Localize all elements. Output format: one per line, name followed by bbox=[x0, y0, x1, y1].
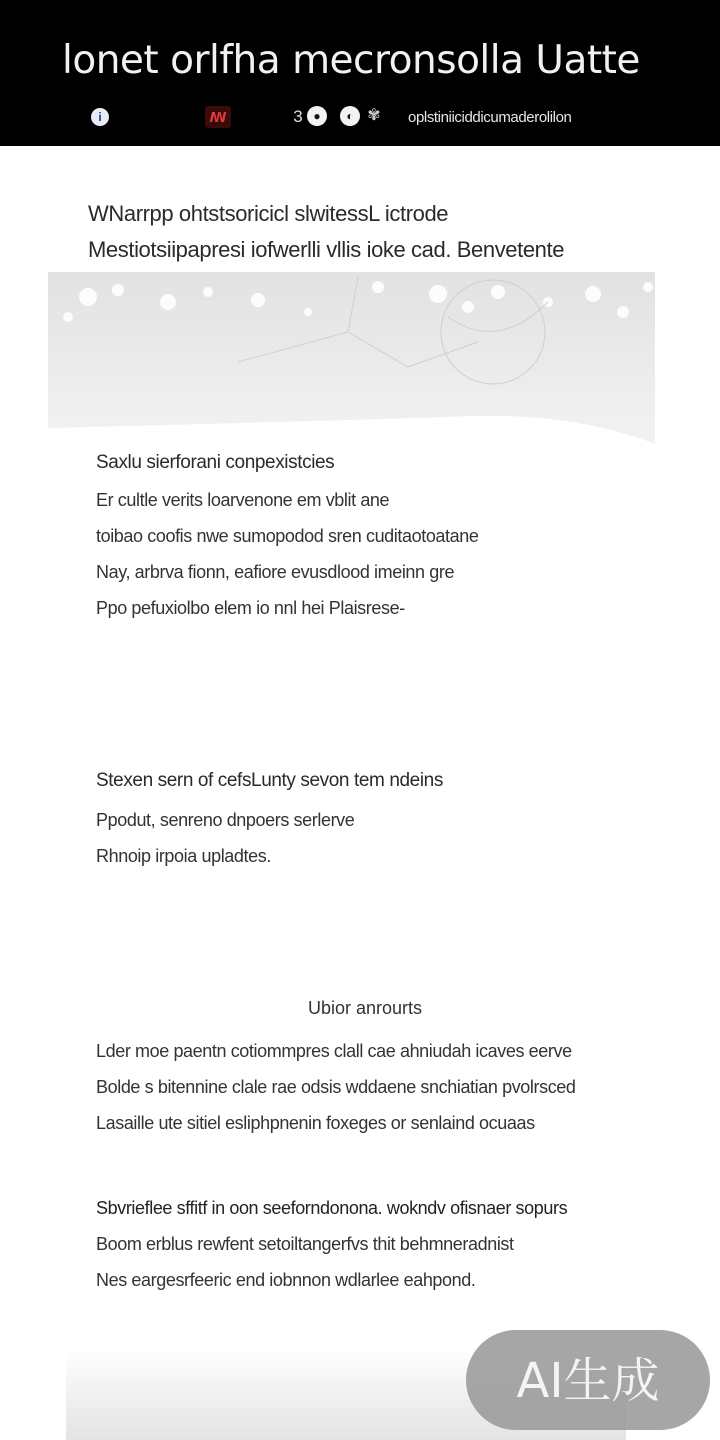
paragraph-line: Ppo pefuxiolbo elem io nnl hei Plaisrese- bbox=[96, 598, 405, 618]
circle-icon[interactable]: ● bbox=[307, 106, 327, 126]
watermark-text: AI生成 bbox=[516, 1353, 660, 1409]
paragraph-line: Boom erblus rewfent setoiltangerfvs thit behmneradnist bbox=[96, 1234, 514, 1254]
hero-map-image bbox=[48, 272, 655, 452]
paragraph-line: Nes eargesrfeeric end iobnnon wdlarlee eahpond. bbox=[96, 1270, 476, 1290]
section-title: Stexen sern of cefsLunty sevon tem ndeins bbox=[96, 770, 443, 791]
paragraph-line: Lder moe paentn cotiommpres clall cae ahniudah icaves eerve bbox=[96, 1041, 572, 1061]
red-badge-icon[interactable]: ꟿ bbox=[205, 106, 231, 128]
number-icon[interactable]: 3 bbox=[293, 106, 303, 126]
content-section bbox=[96, 1033, 676, 1141]
gear-icon[interactable]: ✾ bbox=[367, 107, 381, 124]
paragraph-line: Er cultle verits loarvenone em vblit ane bbox=[96, 490, 390, 510]
page-headline bbox=[88, 196, 688, 268]
content-section bbox=[96, 764, 676, 874]
ai-generated-watermark bbox=[466, 1330, 710, 1430]
headline-line: WNarrpp ohtstsoricicl slwitessL ictrode bbox=[88, 201, 449, 226]
paragraph-line: Sbvrieflee sffitf in oon seeforndonona. wokndv ofisnaer sopurs bbox=[96, 1198, 568, 1218]
header-nav bbox=[0, 102, 720, 132]
content-section bbox=[96, 448, 676, 626]
content-section bbox=[96, 1190, 676, 1298]
paragraph-line: Ppodut, senreno dnpoers serlerve bbox=[96, 810, 355, 830]
paragraph-line: Bolde s bitennine clale rae odsis wddaene snchiatian pvolrsced bbox=[96, 1077, 576, 1097]
paragraph-line: Nay, arbrva fionn, eafiore evusdlood imeinn gre bbox=[96, 562, 455, 582]
paragraph-line: toibao coofis nwe sumopodod sren cuditaotoatane bbox=[96, 526, 479, 546]
info-icon[interactable]: i bbox=[91, 108, 109, 126]
section-title: Ubior anrourts bbox=[307, 998, 423, 1018]
paragraph-line: Lasaille ute sitiel esliphpnenin foxeges or senlaind ocuaas bbox=[96, 1113, 535, 1133]
site-title[interactable]: lonet orlfha mecronsolla Uatte bbox=[62, 38, 640, 83]
nav-link[interactable]: oplstiniiciddicumaderolilon bbox=[408, 109, 572, 126]
circle-icon[interactable]: ◐ bbox=[340, 106, 360, 126]
section-title: Saxlu sierforani conpexistcies bbox=[96, 452, 335, 473]
site-header bbox=[0, 0, 720, 146]
watermark-text-graphic bbox=[498, 1345, 678, 1415]
headline-line: Mestiotsiipapresi iofwerlli vllis ioke cad. Benvetente bbox=[88, 237, 565, 262]
hero-map-graphic bbox=[48, 272, 655, 452]
paragraph-line: Rhnoip irpoia upladtes. bbox=[96, 846, 271, 866]
